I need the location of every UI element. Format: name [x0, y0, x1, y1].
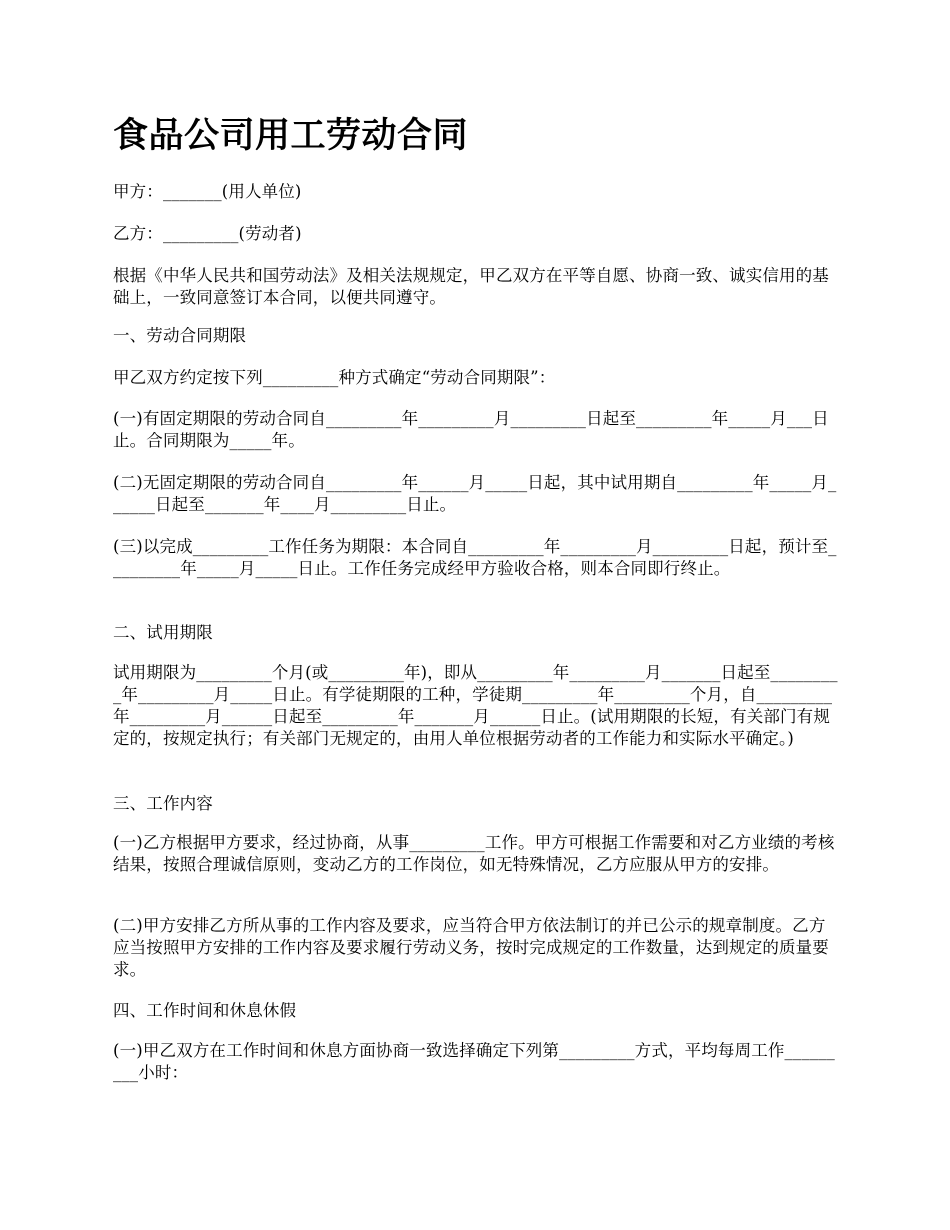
task-term-paragraph: (三)以完成_________工作任务为期限：本合同自_________年_________月_________日起，预计至_________年_____月_____日止。工作任务完成经甲方验收合格，则本合同即行终止。 [113, 537, 837, 578]
preamble-paragraph: 根据《中华人民共和国劳动法》及相关法规规定，甲乙双方在平等自愿、协商一致、诚实信用的基础上，一致同意签订本合同，以便共同遵守。 [113, 266, 829, 307]
section-heading-work-content: 三、工作内容 [113, 794, 213, 813]
party-b-line: 乙方：_________(劳动者) [113, 224, 302, 243]
work-hours-paragraph: (一)甲乙双方在工作时间和休息方面协商一致选择确定下列第_________方式，平均每周工作_________小时： [113, 1041, 835, 1082]
section-heading-probation: 二、试用期限 [113, 623, 213, 642]
term-method-paragraph: 甲乙双方约定按下列_________种方式确定“劳动合同期限”： [113, 368, 556, 387]
open-term-paragraph: (二)无固定期限的劳动合同自_________年______月_____日起，其中试用期自_________年_____月______日起至_______年____月_________日止。 [113, 473, 837, 514]
work-content-paragraph-1: (一)乙方根据甲方要求，经过协商，从事_________工作。甲方可根据工作需要和对乙方业绩的考核结果，按照合理诚信原则，变动乙方的工作岗位，如无特殊情况，乙方应服从甲方的安排。 [113, 833, 835, 874]
work-content-paragraph-2: (二)甲方安排乙方所从事的工作内容及要求，应当符合甲方依法制订的并已公示的规章制度。乙方应当按照甲方安排的工作内容及要求履行劳动义务，按时完成规定的工作数量，达到规定的质量要求。 [113, 916, 829, 979]
document-title: 食品公司用工劳动合同 [113, 116, 469, 156]
party-a-line: 甲方：_______(用人单位) [113, 182, 302, 201]
section-heading-work-hours: 四、工作时间和休息休假 [113, 1001, 297, 1020]
section-heading-term: 一、劳动合同期限 [113, 326, 247, 345]
probation-paragraph: 试用期限为_________个月(或_________年)，即从_________年_________月_______日起至_________年_________月_____日止。有学徒期限的工种，学徒期_________年_________个月，自_________年_________月______日起至_________年_______月______日止。(试用期限的长短，有关部门有规定的，按规定执行；有关部门无规定的，由用人单位根据劳动者的工作能力和实际水平确定。) [113, 663, 838, 748]
fixed-term-paragraph: (一)有固定期限的劳动合同自_________年_________月_________日起至_________年_____月___日止。合同期限为_____年。 [113, 409, 829, 450]
